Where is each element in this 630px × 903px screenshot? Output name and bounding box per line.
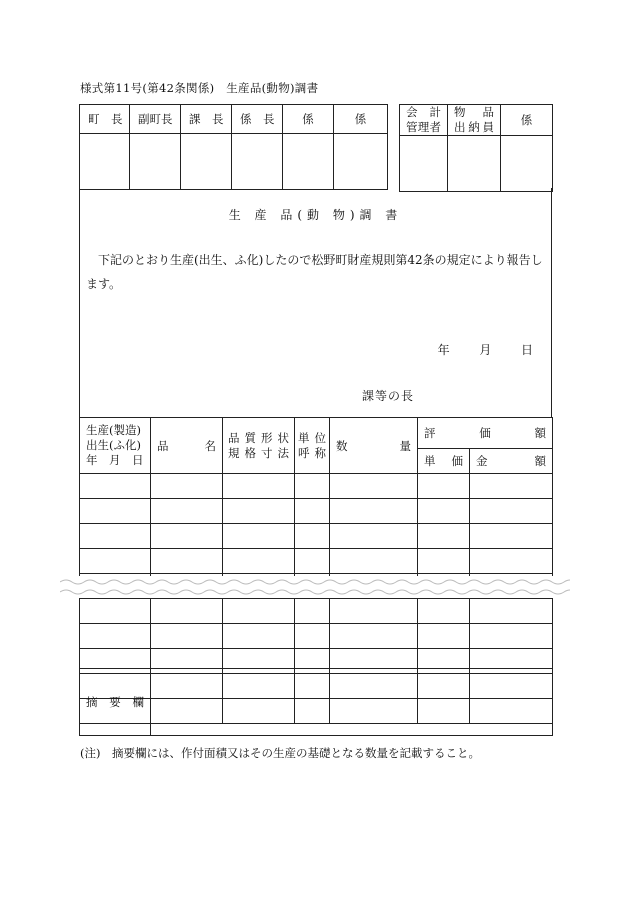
header-item-name: 品 名	[151, 418, 223, 474]
remarks-field[interactable]	[151, 669, 553, 736]
header-production-date: 生産(製造) 出生(ふ化) 年 月 日	[80, 418, 151, 474]
header-quantity: 数 量	[330, 418, 418, 474]
table-row	[80, 524, 553, 549]
table-row	[80, 599, 553, 624]
table-row	[80, 474, 553, 499]
stamp-box[interactable]	[232, 134, 283, 190]
header-valuation: 評 価 額	[418, 418, 553, 449]
stamp-box[interactable]	[400, 136, 448, 192]
stamp-box[interactable]	[334, 134, 388, 190]
omission-wave-divider	[60, 576, 570, 598]
stamp-box[interactable]	[80, 134, 130, 190]
accounting-stamp-table	[399, 104, 553, 192]
table-row	[80, 624, 553, 649]
header-quality-spec: 品質形状 規格寸法	[223, 418, 295, 474]
approval-stamp-table	[79, 104, 388, 190]
table-row	[80, 499, 553, 524]
stamp-header-mayor: 町 長	[80, 105, 130, 134]
remarks-table	[79, 668, 553, 736]
header-unit: 単位 呼称	[295, 418, 330, 474]
stamp-header-clerk: 係	[501, 105, 553, 136]
stamp-header-section-chief: 課 長	[181, 105, 232, 134]
report-signer: 課等の長	[362, 389, 415, 403]
stamp-header-goods-officer: 物 品 出納員	[448, 105, 501, 136]
footnote: (注) 摘要欄には、作付面積又はその生産の基礎となる数量を記載すること。	[80, 746, 480, 760]
remarks-label: 摘 要 欄	[80, 669, 151, 736]
stamp-header-deputy-mayor: 副町長	[130, 105, 181, 134]
stamp-header-staff-1: 係	[283, 105, 334, 134]
report-section	[79, 188, 552, 418]
stamp-header-staff-2: 係	[334, 105, 388, 134]
stamp-header-treasurer: 会 計 管理者	[400, 105, 448, 136]
report-title: 生 産 品(動 物)調 書	[228, 208, 403, 222]
report-body: 下記のとおり生産(出生、ふ化)したので松野町財産規則第42条の規定により報告します。	[86, 253, 543, 291]
header-amount: 金 額	[470, 449, 553, 474]
stamp-box[interactable]	[283, 134, 334, 190]
report-date[interactable]: 年 月 日	[437, 343, 533, 357]
stamp-box[interactable]	[448, 136, 501, 192]
table-row	[80, 549, 553, 574]
stamp-header-subsection-chief: 係 長	[232, 105, 283, 134]
stamp-box[interactable]	[501, 136, 553, 192]
header-unit-price: 単 価	[418, 449, 470, 474]
form-title: 様式第11号(第42条関係) 生産品(動物)調書	[80, 81, 319, 95]
stamp-box[interactable]	[130, 134, 181, 190]
stamp-box[interactable]	[181, 134, 232, 190]
